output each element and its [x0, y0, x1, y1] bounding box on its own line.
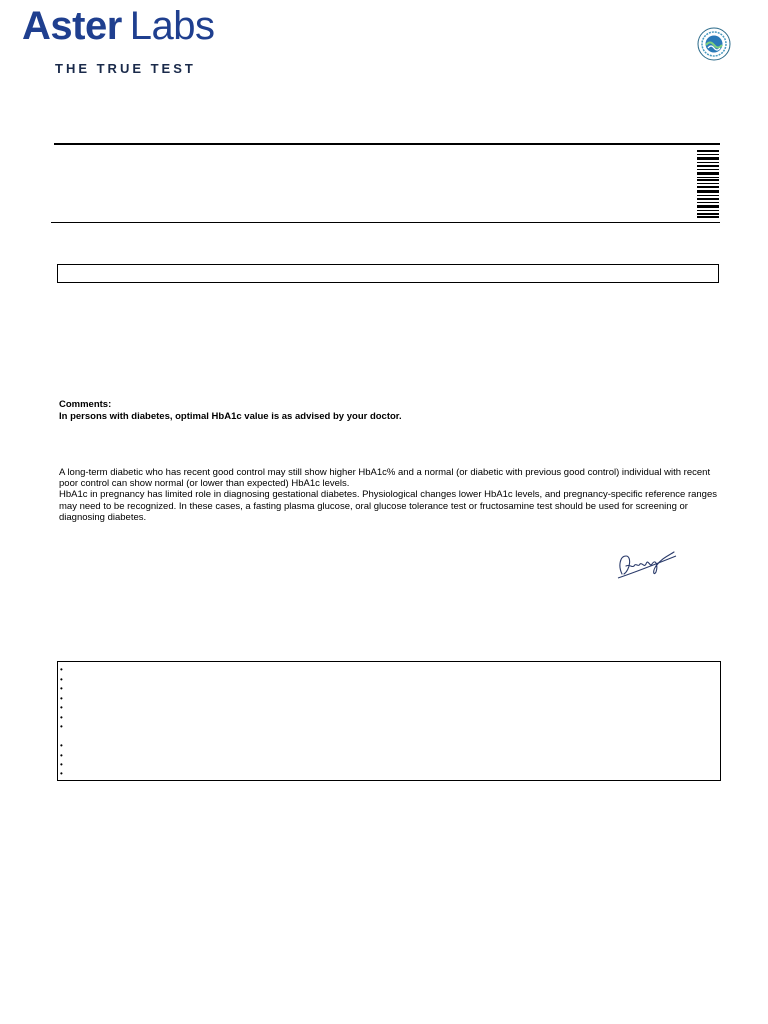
header-divider-bottom	[51, 222, 720, 223]
logo-labs: Labs	[129, 4, 215, 48]
notes-paragraph-1: A long-term diabetic who has recent good control may still show higher HbA1c% and a normal (or diabetic with previous good control) individual with recent poor control can show normal (or lower than expected) HbA1c levels.	[59, 467, 711, 490]
barcode-icon	[697, 150, 719, 218]
doctor-signature	[612, 544, 682, 584]
logo-tagline: THE TRUE TEST	[55, 61, 196, 76]
bullet-glyph: •	[60, 751, 63, 760]
comments-section	[59, 399, 719, 423]
bullet-glyph: •	[60, 741, 63, 750]
test-header-box	[57, 264, 719, 283]
aster-labs-logo	[22, 2, 215, 50]
logo-aster: Aster	[22, 4, 122, 48]
bullet-glyph: •	[60, 703, 63, 712]
comments-line: In persons with diabetes, optimal HbA1c value is as advised by your doctor.	[59, 411, 402, 422]
bullet-glyph: •	[60, 675, 63, 684]
bullet-glyph: •	[60, 769, 63, 778]
header-divider-top	[54, 143, 720, 145]
bullet-glyph: •	[60, 760, 63, 769]
notes-paragraph-2: HbA1c in pregnancy has limited role in diagnosing gestational diabetes. Physiological changes lower HbA1c levels, and pregnancy-specific reference ranges may need to be recognized. In these cases, a fasting plasma glucose, oral glucose tolerance test or fructosamine test should be used for screening or diagnosing diabetes.	[59, 489, 717, 523]
bullet-glyph: •	[60, 665, 63, 674]
interpretation-notes	[59, 467, 719, 523]
bullet-glyph: •	[60, 694, 63, 703]
comments-heading: Comments:	[59, 399, 112, 410]
bullet-glyph: •	[60, 713, 63, 722]
bullet-glyph: •	[60, 684, 63, 693]
accreditation-seal-icon	[697, 27, 731, 61]
footer-notes-box	[57, 661, 721, 781]
bullet-glyph: •	[60, 722, 63, 731]
